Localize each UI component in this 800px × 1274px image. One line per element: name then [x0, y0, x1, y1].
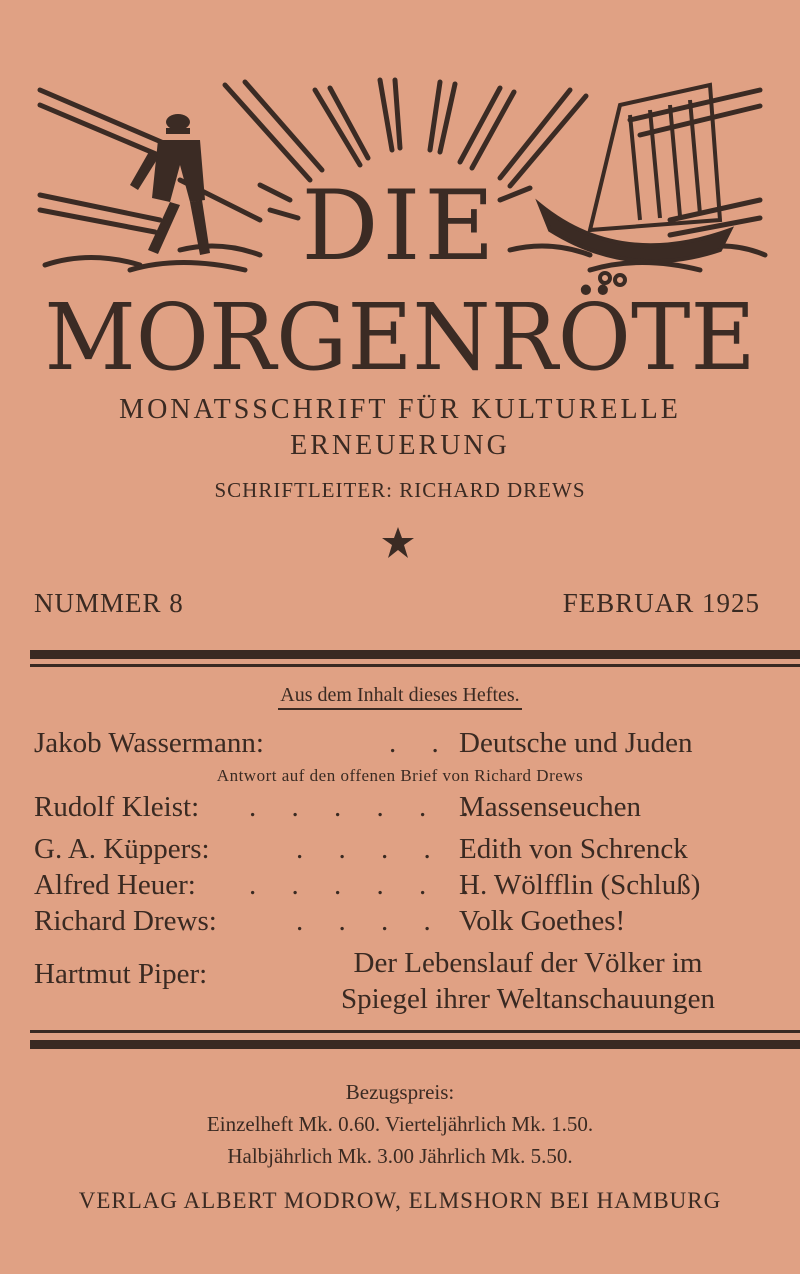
entry-author: Richard Drews:: [34, 905, 217, 937]
price-line-1: Einzelheft Mk. 0.60. Vierteljährlich Mk. 1.50.: [206, 1112, 594, 1136]
price-line-2: Halbjährlich Mk. 3.00 Jährlich Mk. 5.50.: [227, 1144, 573, 1168]
entry-dots: . . . . . .: [249, 869, 483, 901]
entry-title: Volk Goethes!: [459, 905, 626, 937]
entry-author: Hartmut Piper:: [34, 958, 208, 990]
entry-title: Massenseuchen: [459, 791, 642, 823]
subtitle-line-1: MONATSSCHRIFT FÜR KULTURELLE: [119, 394, 681, 425]
entry-dots: . . . . . .: [249, 791, 483, 823]
entry-dots: . . . .: [296, 905, 445, 937]
publisher-line: VERLAG ALBERT MODROW, ELMSHORN BEI HAMBURG: [78, 1188, 722, 1213]
star-icon: [380, 525, 416, 561]
entry-author: Jakob Wassermann:: [34, 727, 264, 759]
entry-title-line-1: Der Lebenslauf der Völker im: [353, 947, 703, 979]
entry-dots: . . . .: [296, 833, 445, 865]
issue-date: FEBRUAR 1925: [562, 588, 760, 618]
entry-title-multiline: [298, 945, 758, 1017]
contents-heading: [0, 684, 800, 707]
entry-title: H. Wölfflin (Schluß): [459, 869, 701, 901]
editor-credit: SCHRIFTLEITER: RICHARD DREWS: [214, 478, 586, 502]
magazine-title: MORGENRÖTE: [44, 284, 756, 391]
entry-title: Edith von Schrenck: [459, 833, 688, 865]
entry-dots: . .: [389, 727, 453, 759]
issue-number: NUMMER 8: [34, 588, 184, 618]
top-rule-thick: [30, 650, 800, 659]
entry-author: Alfred Heuer:: [34, 869, 196, 901]
title-article: DIE: [301, 170, 499, 282]
subtitle-line-2: ERNEUERUNG: [290, 430, 510, 461]
bottom-rule-thick: [30, 1040, 800, 1049]
subtitle: [0, 392, 800, 464]
contents-heading-text: Aus dem Inhalt dieses Heftes.: [278, 684, 521, 710]
entry-title: Deutsche und Juden: [459, 727, 693, 759]
bottom-rule-thin: [30, 1030, 800, 1033]
entry-title-line-2: Spiegel ihrer Weltanschauungen: [340, 983, 715, 1015]
top-rule-thin: [30, 664, 800, 667]
subscription-price: [0, 1076, 800, 1172]
entry-note: Antwort auf den offenen Brief von Richard Drews: [216, 766, 584, 785]
entry-author: Rudolf Kleist:: [34, 791, 200, 823]
price-heading: Bezugspreis:: [345, 1080, 455, 1104]
entry-author: G. A. Küppers:: [34, 833, 210, 865]
